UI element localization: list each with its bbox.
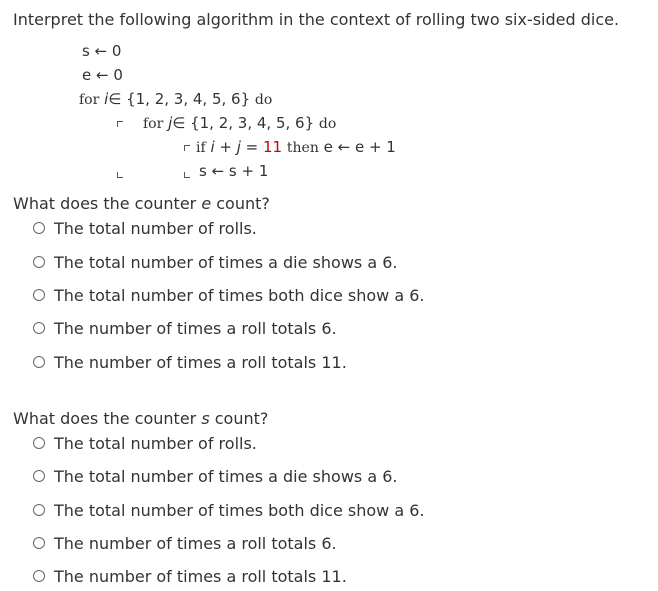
algo-line-inner-for	[143, 114, 336, 133]
question-e-var: e	[201, 194, 212, 213]
question-e-prefix: What does the counter	[13, 194, 202, 213]
cond-plus: +	[214, 138, 237, 156]
radio-button[interactable]	[33, 570, 45, 582]
bracket-top-inner	[184, 145, 190, 151]
keyword-for: for	[143, 116, 164, 132]
q1-option-4[interactable]	[33, 318, 337, 338]
intro-text: Interpret the following algorithm in the context of rolling two six-sided dice.	[13, 10, 620, 29]
option-label: The total number of times both dice show a 6.	[54, 285, 425, 305]
cond-var-i: i	[210, 138, 215, 156]
cond-value: 11	[263, 138, 283, 156]
radio-button[interactable]	[33, 256, 45, 268]
radio-button[interactable]	[33, 537, 45, 549]
question-s	[13, 409, 268, 428]
outer-set: ∈ {1, 2, 3, 4, 5, 6}	[108, 90, 251, 108]
keyword-if: if	[196, 140, 206, 156]
option-label: The total number of times a die shows a 6.	[54, 466, 398, 486]
keyword-do: do	[318, 116, 337, 132]
q2-option-2[interactable]	[33, 466, 397, 486]
radio-button[interactable]	[33, 437, 45, 449]
question-s-var: s	[201, 409, 210, 428]
algo-line-if	[196, 138, 396, 157]
radio-button[interactable]	[33, 222, 45, 234]
algo-line-init-e: e ← 0	[82, 66, 123, 84]
algo-line-init-s: s ← 0	[82, 42, 122, 60]
radio-button[interactable]	[33, 356, 45, 368]
keyword-for: for	[79, 92, 100, 108]
inner-set: ∈ {1, 2, 3, 4, 5, 6}	[172, 114, 315, 132]
radio-button[interactable]	[33, 470, 45, 482]
q1-option-2[interactable]	[33, 252, 397, 272]
option-label: The number of times a roll totals 6.	[54, 533, 337, 553]
option-label: The number of times a roll totals 11.	[54, 566, 347, 586]
option-label: The total number of times a die shows a 6.	[54, 252, 398, 272]
algo-line-outer-for	[79, 90, 272, 109]
q2-option-5[interactable]	[33, 566, 347, 586]
q2-option-1[interactable]	[33, 433, 257, 453]
q1-option-1[interactable]	[33, 218, 257, 238]
then-statement: e ← e + 1	[323, 138, 396, 156]
option-label: The total number of rolls.	[54, 433, 257, 453]
radio-button[interactable]	[33, 322, 45, 334]
radio-button[interactable]	[33, 504, 45, 516]
bracket-bottom-inner	[184, 172, 190, 178]
cond-eq: =	[240, 138, 264, 156]
question-s-suffix: count?	[209, 409, 269, 428]
algorithm-block	[0, 40, 658, 190]
keyword-then: then	[286, 140, 319, 156]
q2-option-3[interactable]	[33, 500, 425, 520]
bracket-bottom-outer	[117, 172, 123, 178]
question-e-suffix: count?	[211, 194, 270, 213]
var-i: i	[104, 90, 109, 108]
radio-button[interactable]	[33, 289, 45, 301]
question-e	[13, 194, 270, 213]
q2-option-4[interactable]	[33, 533, 337, 553]
var-j: j	[168, 114, 173, 132]
question-s-prefix: What does the counter	[13, 409, 202, 428]
option-label: The number of times a roll totals 11.	[54, 352, 347, 372]
algo-line-s-update: s ← s + 1	[199, 162, 269, 180]
q1-option-3[interactable]	[33, 285, 425, 305]
option-label: The total number of rolls.	[54, 218, 257, 238]
keyword-do: do	[254, 92, 273, 108]
bracket-top-outer	[117, 121, 123, 127]
q1-option-5[interactable]	[33, 352, 347, 372]
option-label: The number of times a roll totals 6.	[54, 318, 337, 338]
cond-var-j: j	[236, 138, 241, 156]
option-label: The total number of times both dice show a 6.	[54, 500, 425, 520]
